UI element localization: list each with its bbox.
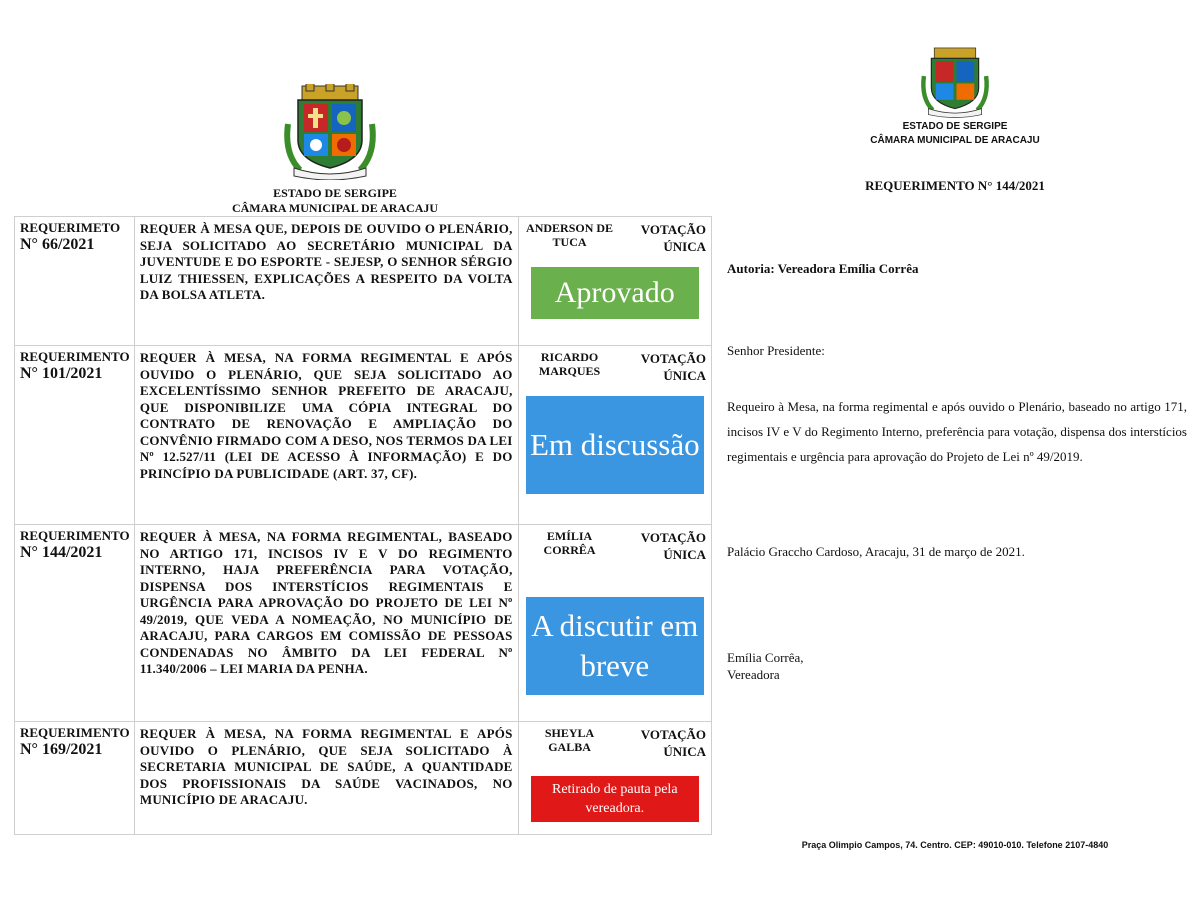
request-text-cell [134,346,518,525]
table-row [15,525,712,722]
request-status-cell [518,525,711,722]
aracaju-coat-of-arms-left [280,84,380,180]
request-label: REQUERIMETO [20,220,121,235]
request-text-cell [134,217,518,346]
request-status-cell [518,217,711,346]
request-number: N° 144/2021 [20,544,103,561]
table-row [15,217,712,346]
left-state-heading: ESTADO DE SERGIPE [273,186,397,200]
request-status-cell [518,346,711,525]
request-label: REQUERIMENTO [20,528,130,543]
request-author: SHEYLA GALBA [544,726,595,754]
left-chamber-heading: CÂMARA MUNICIPAL DE ARACAJU [231,201,439,215]
status-badge-upcoming: A discutir em breve [526,597,704,695]
request-text-cell [134,722,518,835]
document-salutation: Senhor Presidente: [727,343,825,358]
requests-table [14,216,712,835]
document-body: Requeiro à Mesa, na forma regimental e após ouvido o Plenário, baseado no artigo 171, incisos IV e V do Regimento Interno, preferência para votação, dispensa dos interstícios regimentais e urgência para aprovação do Projeto de Lei nº 49/2019. [727,399,1187,464]
request-text-cell [134,525,518,722]
request-text: REQUER À MESA, NA FORMA REGIMENTAL, BASEADO NO ARTIGO 171, INCISOS IV E V DO REGIMENTO INTERNO, HAJA PREFERÊNCIA PARA VOTAÇÃO, DISPENSA DOS INTERSTÍCIOS REGIMENTAIS E URGÊNCIA PARA APROVAÇÃO DO PROJETO DE LEI Nº 49/2019, QUE VEDA A NOMEAÇÃO, NO MUNICÍPIO DE ARACAJU, PARA CARGOS EM COMISSÃO DE PESSOAS CONDENADAS NO ÂMBITO DA LEI FEDERAL Nº 11.340/2006 – LEI MARIA DA PENHA. [139,529,513,676]
request-number: N° 169/2021 [20,741,103,758]
vote-type: VOTAÇÃO ÚNICA [640,530,706,562]
right-chamber-heading: CÂMARA MUNICIPAL DE ARACAJU [870,135,1040,146]
document-place-date: Palácio Graccho Cardoso, Aracaju, 31 de março de 2021. [727,544,1025,559]
signature-name: Emília Corrêa, [727,650,804,665]
request-label: REQUERIMENTO [20,349,130,364]
request-number-cell [15,722,135,835]
status-badge-in-discussion: Em discussão [526,396,704,494]
request-label: REQUERIMENTO [20,725,130,740]
document-footer-address: Praça Olimpio Campos, 74. Centro. CEP: 49010-010. Telefone 2107-4840 [801,840,1109,850]
request-number: N° 101/2021 [20,365,103,382]
request-number: N° 66/2021 [20,236,95,253]
request-author: ANDERSON DE TUCA [526,221,614,249]
request-author: EMÍLIA CORRÊA [543,529,596,557]
request-text: REQUER À MESA QUE, DEPOIS DE OUVIDO O PLENÁRIO, SEJA SOLICITADO AO SECRETÁRIO MUNICIPAL DA JUVENTUDE E DO ESPORTE - SEJESP, O SENHOR SÉRGIO LUIZ THIESSEN, EXPLICAÇÕES A RESPEITO DA VOLTA DA BOLSA ATLETA. [139,221,513,302]
status-badge-withdrawn: Retirado de pauta pela vereadora. [531,776,699,822]
request-author: RICARDO MARQUES [538,350,601,378]
request-text: REQUER À MESA, NA FORMA REGIMENTAL E APÓS OUVIDO O PLENÁRIO, QUE SEJA SOLICITADO AO EXCELENTÍSSIMO SENHOR PREFEITO DE ARACAJU, QUE DISPONIBILIZE UMA CÓPIA INTEGRAL DO CONTRATO DE RENOVAÇÃO E AMPLIAÇÃO DO CONVÊNIO FIRMADO COM A DESO, NOS TERMOS DA LEI Nº 12.527/11 (LEI DE ACESSO À INFORMAÇÃO) E DO PRINCÍPIO DA PUBLICIDADE (ART. 37, CF). [139,350,513,481]
aracaju-coat-of-arms-right [918,46,992,118]
vote-type: VOTAÇÃO ÚNICA [640,222,706,254]
document-author: Autoria: Vereadora Emília Corrêa [727,261,919,276]
table-row [15,722,712,835]
right-state-heading: ESTADO DE SERGIPE [902,121,1008,132]
request-number-cell [15,525,135,722]
request-text: REQUER À MESA, NA FORMA REGIMENTAL E APÓS OUVIDO O PLENÁRIO, QUE SEJA SOLICITADO À SECRETARIA MUNICIPAL DE SAÚDE, A QUANTIDADE DOS PROFISSIONAIS DA SAÚDE VACINADOS, NO MUNICÍPIO DE ARACAJU. [139,726,513,807]
request-number-cell [15,346,135,525]
vote-type: VOTAÇÃO ÚNICA [640,727,706,759]
document-title: REQUERIMENTO N° 144/2021 [865,178,1045,193]
signature-role: Vereadora [727,667,780,682]
status-badge-approved: Aprovado [531,267,699,319]
vote-type: VOTAÇÃO ÚNICA [640,351,706,383]
request-number-cell [15,217,135,346]
request-status-cell [518,722,711,835]
document-signature [727,649,804,683]
table-row [15,346,712,525]
